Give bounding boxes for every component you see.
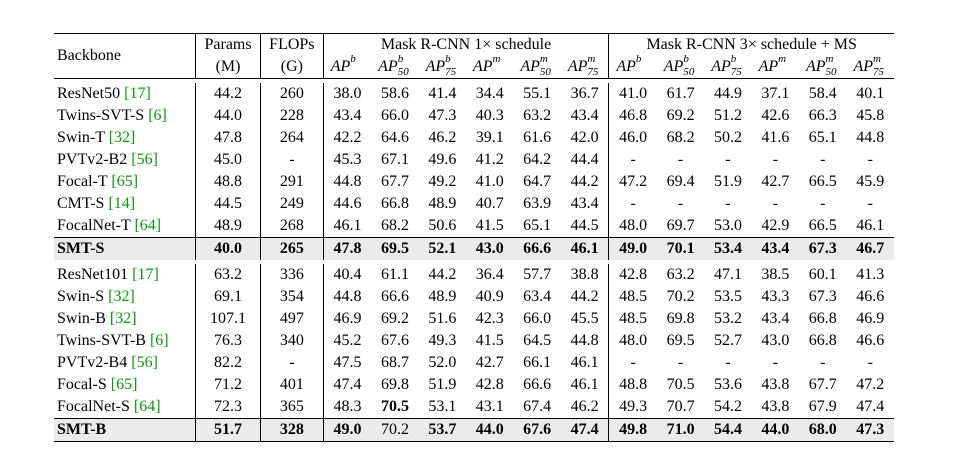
ap-1x-value: 67.7: [380, 173, 409, 190]
ap-3x-value: 41.3: [856, 266, 885, 283]
params-value: 44.5: [196, 193, 261, 215]
ap-3x-value: 48.0: [609, 330, 657, 352]
ap-1x-value: 47.4: [323, 374, 371, 396]
flops-value: 265: [260, 238, 323, 261]
ap-1x-value: 50.6: [428, 217, 457, 234]
ap-1x-value: 52.0: [428, 354, 457, 371]
ap-1x-value: 47.4: [561, 419, 609, 442]
ap-3x-value: 58.4: [808, 85, 837, 102]
table-row: [54, 330, 894, 352]
ap-1x-value: 66.0: [380, 107, 409, 124]
ap-3x-value: 44.9: [713, 85, 742, 102]
ap-1x-value: 43.0: [466, 238, 513, 261]
ap-1x-value: 66.8: [380, 195, 409, 212]
ap-1x-value: 51.6: [428, 310, 457, 327]
ap-1x-value: 43.4: [323, 105, 371, 127]
citation-link[interactable]: [65]: [111, 173, 139, 190]
ap-1x-value: 45.2: [323, 330, 371, 352]
ap-1x-value: 49.6: [428, 151, 457, 168]
ap-3x-value: 60.1: [808, 266, 837, 283]
ap-3x-value: 48.5: [609, 286, 657, 308]
ap-3x-value: 43.4: [761, 310, 790, 327]
citation-link[interactable]: [32]: [109, 310, 137, 327]
ap-3x-value: -: [772, 354, 779, 371]
table-row: [54, 374, 894, 396]
flops-value: -: [260, 352, 323, 374]
ap-1x-value: 64.5: [523, 332, 552, 349]
ap-1x-value: 64.2: [523, 151, 552, 168]
ap-1x-value: 68.7: [380, 354, 409, 371]
ap-3x-value: 46.0: [609, 127, 657, 149]
table-row: [54, 193, 894, 215]
ap-1x-value: 69.8: [380, 376, 409, 393]
ap-1x-value: 39.1: [475, 129, 504, 146]
ap-1x-value: 52.1: [419, 238, 466, 261]
col-backbone: Backbone: [54, 34, 196, 79]
ap-1x-value: 47.3: [428, 107, 457, 124]
ap-3x-value: 49.3: [609, 396, 657, 419]
results-table: [54, 33, 894, 442]
ap-1x-value: 41.0: [475, 173, 504, 190]
ap-3x-value: 53.6: [713, 376, 742, 393]
backbone-name: Focal-S [65]: [57, 376, 138, 393]
ap-3x-value: 68.2: [666, 129, 695, 146]
backbone-name: ResNet50 [17]: [57, 85, 151, 102]
ap-3x-value: 46.6: [856, 332, 885, 349]
ap-1x-value: 42.3: [475, 310, 504, 327]
params-value: 107.1: [196, 308, 261, 330]
ap-1x-value: 46.2: [570, 398, 599, 415]
citation-link[interactable]: [32]: [108, 129, 136, 146]
ap-3x-value: 67.9: [808, 398, 837, 415]
flops-value: 497: [260, 308, 323, 330]
ap-1x-value: 53.1: [428, 398, 457, 415]
header-row-1: [54, 34, 894, 57]
ap-3x-value: 40.1: [856, 85, 885, 102]
ap-3x-value: 67.7: [808, 376, 837, 393]
ap-1x-value: 69.5: [371, 238, 418, 261]
flops-value: 264: [260, 127, 323, 149]
table-row: [54, 396, 894, 419]
ap-3x-value: 50.2: [713, 129, 742, 146]
ap-3x-value: 63.2: [666, 266, 695, 283]
ap-3x-value: -: [725, 195, 731, 212]
ap-1x-value: 38.0: [323, 83, 371, 105]
ap-3x-value: 43.8: [761, 398, 790, 415]
ap-1x-value: 61.6: [523, 129, 552, 146]
ap-1x-value: 44.5: [570, 217, 599, 234]
ap-1x-value: 46.1: [570, 376, 599, 393]
ap-3x-value: -: [609, 149, 657, 171]
ap-1x-value: 43.4: [570, 107, 599, 124]
ap-1x-value: 47.5: [323, 352, 371, 374]
ap-3x-value: 41.6: [761, 129, 790, 146]
ap-1x-value: 41.5: [475, 332, 504, 349]
table-row: [54, 215, 894, 238]
ap-3x-value: 46.8: [609, 105, 657, 127]
ap-3x-value: 37.1: [761, 85, 790, 102]
ap-1x-value: 34.4: [475, 85, 504, 102]
metric-header: AP b 75: [704, 56, 751, 79]
ap-1x-value: 66.6: [380, 288, 409, 305]
ap-1x-value: 36.7: [570, 85, 599, 102]
ap-3x-value: 42.6: [761, 107, 790, 124]
backbone-name: CMT-S [14]: [57, 195, 136, 212]
flops-value: 260: [260, 83, 323, 105]
params-value: 47.8: [196, 127, 261, 149]
ap-1x-value: 41.4: [428, 85, 457, 102]
citation-link[interactable]: [17]: [132, 266, 159, 283]
ap-3x-value: 48.0: [609, 215, 657, 238]
ap-3x-value: 61.7: [666, 85, 695, 102]
ap-1x-value: 40.4: [323, 264, 371, 286]
backbone-name: Swin-B [32]: [57, 310, 137, 327]
ap-3x-value: 41.0: [609, 83, 657, 105]
ap-3x-value: 43.0: [761, 332, 790, 349]
group-1x-schedule: Mask R-CNN 1× schedule: [323, 34, 609, 57]
ap-3x-value: 70.2: [666, 288, 695, 305]
ap-3x-value: 66.5: [808, 217, 837, 234]
ap-1x-value: 43.4: [570, 195, 599, 212]
ap-1x-value: 46.1: [561, 238, 609, 261]
ap-1x-value: 46.9: [323, 308, 371, 330]
ap-1x-value: 42.2: [323, 127, 371, 149]
params-value: 40.0: [196, 238, 261, 261]
flops-value: 228: [260, 105, 323, 127]
backbone-name: Focal-T [65]: [57, 173, 139, 190]
ap-3x-value: 42.9: [761, 217, 790, 234]
ap-1x-value: 40.3: [475, 107, 504, 124]
params-value: 45.0: [196, 149, 261, 171]
ap-1x-value: 49.0: [323, 419, 371, 442]
ap-1x-value: 42.8: [475, 376, 504, 393]
ap-3x-value: 46.6: [856, 288, 885, 305]
ap-1x-value: 47.8: [323, 238, 371, 261]
flops-value: -: [260, 149, 323, 171]
metric-header: AP m 75: [846, 56, 894, 79]
ap-3x-value: 68.0: [799, 419, 846, 442]
ap-1x-value: 44.8: [323, 171, 371, 193]
ap-3x-value: 67.3: [799, 238, 846, 261]
ap-3x-value: 45.8: [856, 107, 885, 124]
citation-link[interactable]: [64]: [134, 217, 162, 234]
backbone-name: Swin-T [32]: [57, 129, 136, 146]
ap-3x-value: 38.5: [761, 266, 790, 283]
ap-3x-value: 47.3: [846, 419, 894, 442]
params-value: 69.1: [196, 286, 261, 308]
ap-3x-value: 44.8: [856, 129, 885, 146]
flops-value: 401: [260, 374, 323, 396]
ap-1x-value: 42.0: [570, 129, 599, 146]
ap-1x-value: 70.2: [371, 419, 418, 442]
backbone-name: FocalNet-T [64]: [57, 217, 162, 234]
ap-3x-value: 70.5: [666, 376, 695, 393]
params-value: 82.2: [196, 352, 261, 374]
ap-3x-value: 48.8: [609, 374, 657, 396]
ap-1x-value: 45.5: [570, 310, 599, 327]
params-value: 63.2: [196, 264, 261, 286]
ap-1x-value: 48.9: [428, 195, 457, 212]
params-value: 44.0: [196, 105, 261, 127]
table-row: [54, 171, 894, 193]
ap-3x-value: -: [867, 195, 873, 212]
ap-3x-value: 46.1: [856, 217, 885, 234]
ap-1x-value: 44.2: [570, 173, 599, 190]
ap-1x-value: 61.1: [380, 266, 409, 283]
ap-1x-value: 46.1: [323, 215, 371, 238]
params-value: 48.9: [196, 215, 261, 238]
col-flops: FLOPs: [260, 34, 323, 57]
ap-3x-value: 43.4: [752, 238, 799, 261]
backbone-name: SMT-S: [54, 238, 196, 261]
ap-3x-value: -: [867, 354, 873, 371]
ap-3x-value: 67.3: [808, 288, 837, 305]
params-value: 44.2: [196, 83, 261, 105]
ap-1x-value: 41.5: [475, 217, 504, 234]
ap-1x-value: 67.1: [380, 151, 409, 168]
ap-3x-value: 42.7: [761, 173, 790, 190]
ap-3x-value: 53.0: [713, 217, 742, 234]
backbone-name: Twins-SVT-S [6]: [57, 107, 167, 124]
ap-1x-value: 63.4: [523, 288, 552, 305]
ap-3x-value: -: [677, 151, 684, 168]
table-row: [54, 264, 894, 286]
ap-1x-value: 66.6: [513, 238, 560, 261]
ap-1x-value: 44.8: [323, 286, 371, 308]
citation-link[interactable]: [64]: [133, 398, 161, 415]
ap-1x-value: 42.7: [475, 354, 504, 371]
backbone-name: PVTv2-B2 [56]: [57, 151, 158, 168]
ap-1x-value: 65.1: [523, 217, 552, 234]
col-flops-unit: (G): [260, 56, 323, 79]
table-row: [54, 308, 894, 330]
ap-3x-value: -: [772, 151, 779, 168]
ap-3x-value: 69.4: [666, 173, 695, 190]
ap-1x-value: 43.1: [475, 398, 504, 415]
ap-3x-value: 43.8: [761, 376, 790, 393]
citation-link[interactable]: [65]: [110, 376, 138, 393]
ap-1x-value: 44.4: [570, 151, 599, 168]
ap-3x-value: 43.3: [761, 288, 790, 305]
ap-1x-value: 51.9: [428, 376, 457, 393]
ap-3x-value: -: [820, 195, 826, 212]
metric-header: AP m 50: [513, 56, 560, 79]
metric-header: AP m: [752, 56, 799, 79]
flops-value: 268: [260, 215, 323, 238]
ap-3x-value: 66.8: [808, 332, 837, 349]
ap-3x-value: 46.9: [856, 310, 885, 327]
ap-1x-value: 63.9: [523, 195, 552, 212]
ap-3x-value: 47.2: [856, 376, 885, 393]
ap-1x-value: 40.7: [475, 195, 504, 212]
ap-1x-value: 49.3: [428, 332, 457, 349]
ap-1x-value: 44.8: [570, 332, 599, 349]
citation-link[interactable]: [32]: [108, 288, 135, 305]
ap-3x-value: 53.5: [713, 288, 742, 305]
ap-3x-value: -: [725, 151, 731, 168]
ap-3x-value: -: [867, 151, 873, 168]
ap-3x-value: 70.7: [666, 398, 695, 415]
citation-link[interactable]: [56]: [131, 151, 158, 168]
ap-1x-value: 67.4: [523, 398, 552, 415]
ap-3x-value: 46.7: [846, 238, 894, 261]
ap-1x-value: 67.6: [380, 332, 409, 349]
ap-1x-value: 45.3: [323, 149, 371, 171]
ap-3x-value: 53.2: [713, 310, 742, 327]
ap-1x-value: 41.2: [475, 151, 504, 168]
ap-3x-value: 51.2: [713, 107, 742, 124]
table-row: [54, 352, 894, 374]
ap-1x-value: 69.2: [380, 310, 409, 327]
flops-value: 336: [260, 264, 323, 286]
ap-1x-value: 40.9: [475, 288, 504, 305]
ap-1x-value: 68.2: [380, 217, 409, 234]
ap-3x-value: 48.5: [609, 308, 657, 330]
ap-1x-value: 66.1: [523, 354, 552, 371]
ap-3x-value: -: [677, 195, 684, 212]
ap-3x-value: -: [725, 354, 731, 371]
citation-link[interactable]: [6]: [148, 107, 167, 124]
ap-3x-value: -: [820, 151, 826, 168]
ap-1x-value: 46.2: [428, 129, 457, 146]
ap-3x-value: -: [677, 354, 684, 371]
ap-1x-value: 64.6: [380, 129, 409, 146]
ap-3x-value: -: [820, 354, 826, 371]
params-value: 71.2: [196, 374, 261, 396]
ap-3x-value: -: [609, 193, 657, 215]
table-row: [54, 83, 894, 105]
citation-link[interactable]: [14]: [108, 195, 136, 212]
ap-3x-value: 71.0: [657, 419, 704, 442]
ap-3x-value: 51.9: [713, 173, 742, 190]
col-params-unit: (M): [196, 56, 261, 79]
ap-1x-value: 67.6: [513, 419, 560, 442]
backbone-name: Swin-S [32]: [57, 288, 135, 305]
ap-3x-value: 69.2: [666, 107, 695, 124]
metric-header: AP b 50: [371, 56, 418, 79]
table-row: [54, 127, 894, 149]
citation-link[interactable]: [56]: [131, 354, 158, 371]
backbone-name: PVTv2-B4 [56]: [57, 354, 158, 371]
metric-header: AP m: [466, 56, 513, 79]
ap-1x-value: 55.1: [523, 85, 552, 102]
ap-3x-value: 54.2: [713, 398, 742, 415]
backbone-name: FocalNet-S [64]: [57, 398, 161, 415]
ap-3x-value: 66.8: [808, 310, 837, 327]
ap-1x-value: 66.0: [523, 310, 552, 327]
ap-3x-value: 52.7: [713, 332, 742, 349]
metric-header: AP b 50: [657, 56, 704, 79]
ap-1x-value: 48.9: [428, 288, 457, 305]
ap-3x-value: 47.1: [713, 266, 742, 283]
backbone-name: Twins-SVT-B [6]: [57, 332, 169, 349]
ap-3x-value: 47.4: [856, 398, 885, 415]
ap-3x-value: -: [609, 352, 657, 374]
ap-1x-value: 58.6: [380, 85, 409, 102]
ap-1x-value: 49.2: [428, 173, 457, 190]
flops-value: 249: [260, 193, 323, 215]
params-value: 48.8: [196, 171, 261, 193]
ap-1x-value: 48.3: [323, 396, 371, 419]
ap-3x-value: 49.8: [609, 419, 657, 442]
ap-1x-value: 44.0: [466, 419, 513, 442]
flops-value: 291: [260, 171, 323, 193]
ap-1x-value: 70.5: [380, 398, 409, 415]
ap-1x-value: 44.2: [570, 288, 599, 305]
metric-header: AP b: [609, 56, 657, 79]
table-row: [54, 105, 894, 127]
ap-1x-value: 46.1: [570, 354, 599, 371]
ap-1x-value: 66.6: [523, 376, 552, 393]
flops-value: 328: [260, 419, 323, 442]
metric-header: AP b 75: [419, 56, 466, 79]
highlight-row: [54, 238, 894, 261]
highlight-row: [54, 419, 894, 442]
ap-3x-value: -: [772, 195, 779, 212]
ap-3x-value: 69.8: [666, 310, 695, 327]
table-row: [54, 149, 894, 171]
ap-3x-value: 70.1: [657, 238, 704, 261]
params-value: 76.3: [196, 330, 261, 352]
col-params: Params: [196, 34, 261, 57]
ap-1x-value: 53.7: [419, 419, 466, 442]
ap-3x-value: 69.5: [666, 332, 695, 349]
ap-1x-value: 57.7: [523, 266, 552, 283]
citation-link[interactable]: [17]: [124, 85, 151, 102]
ap-1x-value: 38.8: [570, 266, 599, 283]
ap-1x-value: 36.4: [475, 266, 504, 283]
ap-1x-value: 44.2: [428, 266, 457, 283]
params-value: 72.3: [196, 396, 261, 419]
backbone-name: SMT-B: [54, 419, 196, 442]
ap-3x-value: 65.1: [808, 129, 837, 146]
ap-3x-value: 44.0: [752, 419, 799, 442]
ap-3x-value: 45.9: [856, 173, 885, 190]
backbone-name: ResNet101 [17]: [57, 266, 159, 283]
metric-header: AP m 50: [799, 56, 846, 79]
ap-3x-value: 69.7: [666, 217, 695, 234]
ap-1x-value: 44.6: [323, 193, 371, 215]
params-value: 51.7: [196, 419, 261, 442]
flops-value: 340: [260, 330, 323, 352]
ap-1x-value: 64.7: [523, 173, 552, 190]
ap-3x-value: 66.3: [808, 107, 837, 124]
metric-header: AP m 75: [561, 56, 609, 79]
metric-header: AP b: [323, 56, 371, 79]
ap-1x-value: 63.2: [523, 107, 552, 124]
citation-link[interactable]: [6]: [149, 332, 169, 349]
group-3x-schedule-ms: Mask R-CNN 3× schedule + MS: [609, 34, 894, 57]
ap-3x-value: 66.5: [808, 173, 837, 190]
ap-3x-value: 53.4: [704, 238, 751, 261]
ap-3x-value: 47.2: [609, 171, 657, 193]
ap-3x-value: 49.0: [609, 238, 657, 261]
table-row: [54, 286, 894, 308]
flops-value: 365: [260, 396, 323, 419]
flops-value: 354: [260, 286, 323, 308]
ap-3x-value: 42.8: [609, 264, 657, 286]
ap-3x-value: 54.4: [704, 419, 751, 442]
